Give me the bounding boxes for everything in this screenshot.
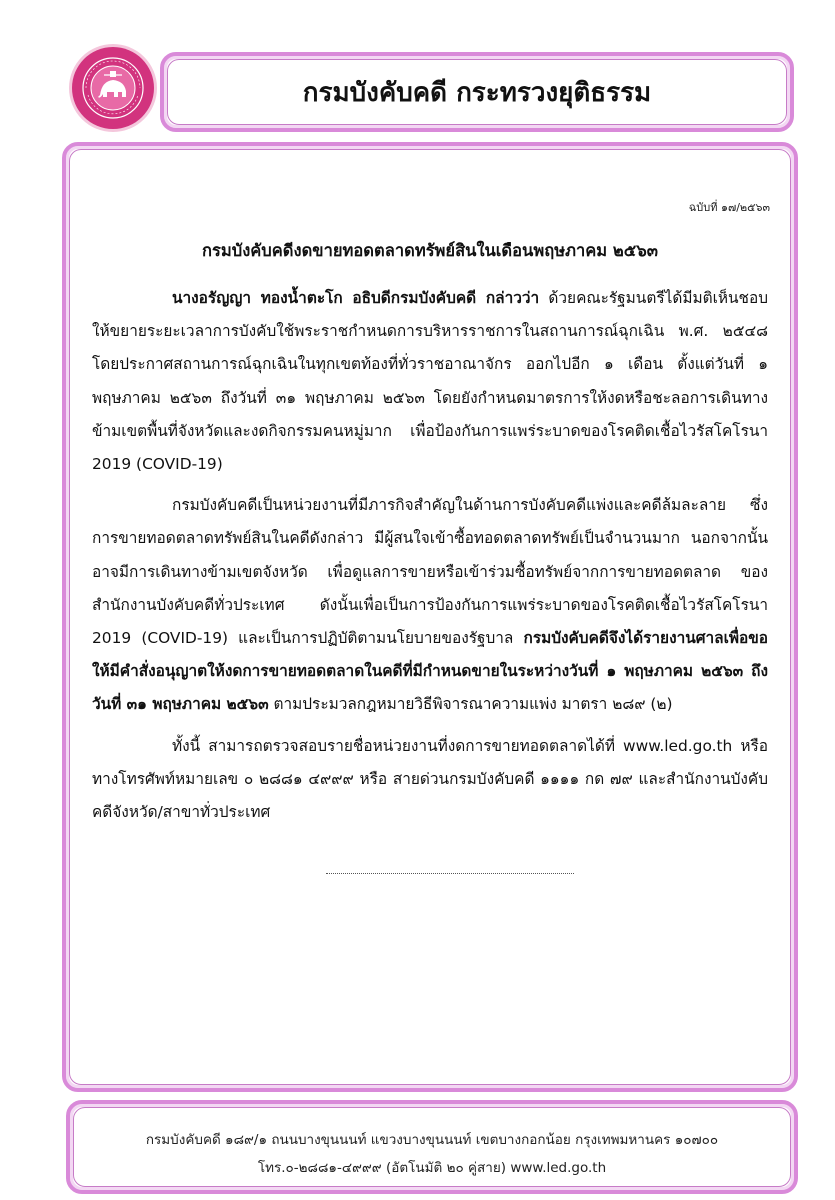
page-title: กรมบังคับคดี กระทรวงยุติธรรม [302,77,652,108]
paragraph-2 [92,489,768,721]
document-title: กรมบังคับคดีงดขายทอดตลาดทรัพย์สินในเดือนพฤษภาคม ๒๕๖๓ [202,241,658,260]
document-number: ฉบับที่ ๑๗/๒๕๖๓ [688,201,770,214]
paragraph-2-end: ตามประมวลกฎหมายวิธีพิจารณาความแพ่ง มาตรา ๒๘๙ (๒) [268,695,673,714]
footer-banner [66,1100,798,1194]
department-logo [72,47,154,129]
paragraph-1-text: ด้วยคณะรัฐมนตรีได้มีมติเห็นชอบให้ขยายระยะเวลาการบังคับใช้พระราชกำหนดการบริหารราชการในสถานการณ์ฉุกเฉิน พ.ศ. ๒๕๔๘ โดยประกาศสถานการณ์ฉุกเฉินในทุกเขตท้องที่ทั่วราชอาณาจักร ออกไปอีก ๑ เดือน ตั้งแต่วันที่ ๑ พฤษภาคม ๒๕๖๓ ถึงวันที่ ๓๑ พฤษภาคม ๒๕๖๓ โดยยังกำหนดมาตรการให้งดหรือชะลอการเดินทางข้ามเขตพื้นที่จังหวัดและงดกิจกรรมคนหมู่มาก เพื่อป้องกันการแพร่ระบาดของโรคติดเชื้อไวรัสโคโรนา 2019 (COVID-19) [92,289,768,474]
header-banner [160,52,794,132]
paragraph-1 [92,282,768,481]
paragraph-3: ทั้งนี้ สามารถตรวจสอบรายชื่อหน่วยงานที่งดการขายทอดตลาดได้ที่ www.led.go.th หรือทางโทรศัพท์หมายเลข ๐ ๒๘๘๑ ๔๙๙๙ หรือ สายด่วนกรมบังคับคดี ๑๑๑๑ กด ๗๙ และสำนักงานบังคับคดีจังหวัด/สาขาทั่วประเทศ [92,736,768,822]
document-body [92,282,768,829]
footer-address: กรมบังคับคดี ๑๘๙/๑ ถนนบางขุนนนท์ แขวงบางขุนนนท์ เขตบางกอกน้อย กรุงเทพมหานคร ๑๐๗๐๐ [145,1132,719,1148]
seal-icon [72,47,154,129]
paragraph-2-text: กรมบังคับคดีเป็นหน่วยงานที่มีภารกิจสำคัญในด้านการบังคับคดีแพ่งและคดีล้มละลาย ซึ่งการขายทอดตลาดทรัพย์สินในคดีดังกล่าว มีผู้สนใจเข้าซื้อทอดตลาดทรัพย์เป็นจำนวนมาก นอกจากนั้นอาจมีการเดินทางข้ามเขตจังหวัด เพื่อดูแลการขายหรือเข้าร่วมซื้อทรัพย์จากการขายทอดตลาด ของสำนักงานบังคับคดีทั่วประเทศ ดังนั้นเพื่อเป็นการป้องกันการแพร่ระบาดของโรคติดเชื้อไวรัสโคโรนา 2019 (COVID-19) และเป็นการปฏิบัติตามนโยบายของรัฐบาล [92,496,768,648]
dotted-divider [326,873,574,874]
footer-contact: โทร.๐-๒๘๘๑-๔๙๙๙ (อัตโนมัติ ๒๐ คู่สาย) www.led.go.th [257,1160,607,1176]
speaker-statement: นางอรัญญา ทองน้ำตะโก อธิบดีกรมบังคับคดี กล่าวว่า [172,289,540,307]
press-release-panel [62,142,798,1092]
paragraph-2-bold: กรมบังคับคดีจึงได้รายงานศาลเพื่อขอให้มีคำสั่งอนุญาตให้งดการขายทอดตลาดในคดีที่มีกำหนดขายในระหว่างวันที่ ๑ พฤษภาคม ๒๕๖๓ ถึงวันที่ ๓๑ พฤษภาคม ๒๕๖๓ [92,629,768,714]
